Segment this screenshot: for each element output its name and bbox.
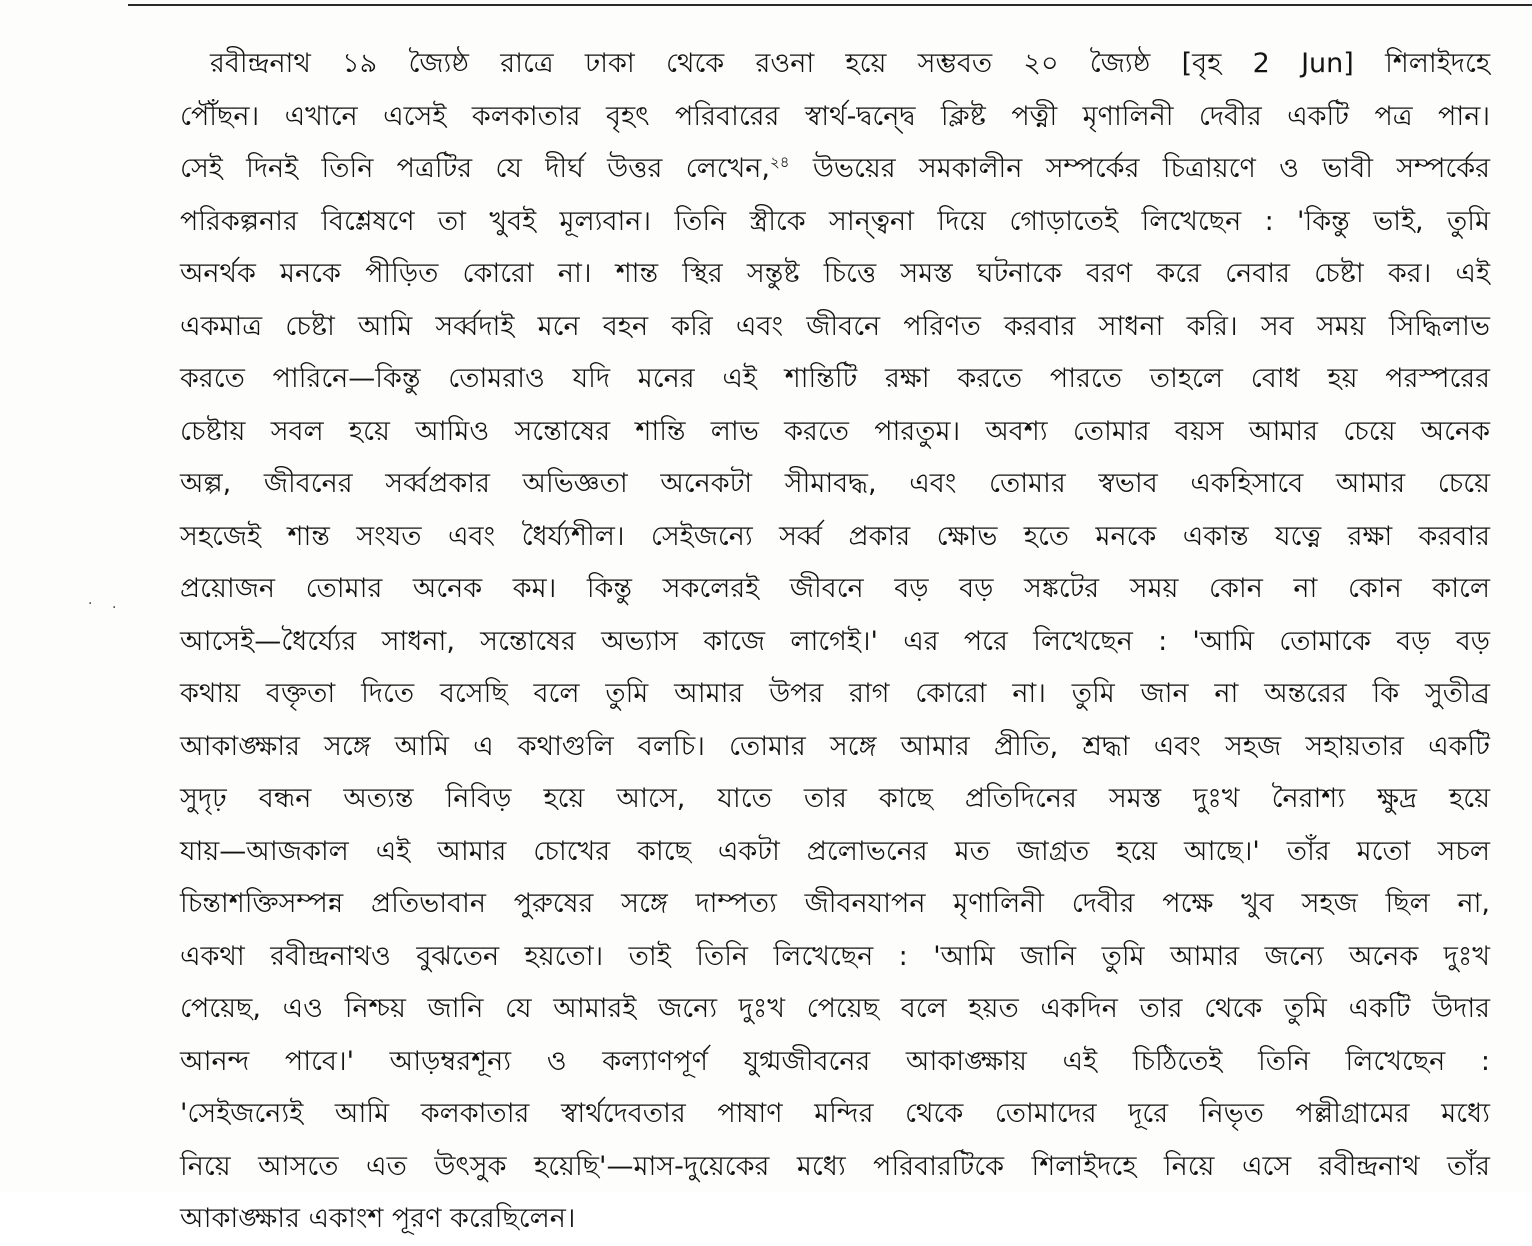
- text-line: অল্প, জীবনের সর্ব্বপ্রকার অভিজ্ঞতা অনেকটা সীমাবদ্ধ, এবং তোমার স্বভাব একহিসাবে আমার চেয়ে: [180, 468, 1490, 499]
- text-line: চিন্তাশক্তিসম্পন্ন প্রতিভাবান পুরুষের সঙ্গে দাম্পত্য জীবনযাপন মৃণালিনী দেবীর পক্ষে খুব সহজ ছিল না,: [180, 888, 1490, 919]
- text-line: কথায় বক্তৃতা দিতে বসেছি বলে তুমি আমার উপর রাগ কোরো না। তুমি জান না অন্তরের কি সুতীব্র: [180, 678, 1490, 709]
- text-line: পৌঁছন। এখানে এসেই কলকাতার বৃহৎ পরিবারের স্বার্থ-দ্বন্দ্বে ক্লিষ্ট পত্নী মৃণালিনী দেবীর একটি পত্র পান।: [180, 100, 1490, 132]
- text-line: 'সেইজন্যেই আমি কলকাতার স্বার্থদেবতার পাষাণ মন্দির থেকে তোমাদের দূরে নিভৃত পল্লীগ্রামের মধ্যে: [180, 1098, 1490, 1129]
- text-line: নিয়ে আসতে এত উৎসুক হয়েছি'—মাস-দুয়েকের মধ্যে পরিবারটিকে শিলাইদহে নিয়ে এসে রবীন্দ্রনাথ তাঁর: [180, 1150, 1490, 1182]
- footnote-marker[interactable]: ২৪: [770, 153, 790, 171]
- text-line: আকাঙ্ক্ষার একাংশ পূরণ করেছিলেন।: [180, 1203, 576, 1234]
- paragraph: [180, 38, 1490, 1246]
- text-line: আকাঙ্ক্ষার সঙ্গে আমি এ কথাগুলি বলচি। তোমার সঙ্গে আমার প্রীতি, শ্রদ্ধা এবং সহজ সহায়তার একটি: [180, 730, 1490, 762]
- text-line: করতে পারিনে—কিন্তু তোমরাও যদি মনের এই শান্তিটি রক্ষা করতে পারতে তাহলে বোধ হয় পরস্পরের: [180, 363, 1490, 394]
- text-line: একমাত্র চেষ্টা আমি সর্ব্বদাই মনে বহন করি এবং জীবনে পরিণত করবার সাধনা করি। সব সময় সিদ্ধিলাভ: [180, 310, 1490, 342]
- text-line: সহজেই শান্ত সংযত এবং ধৈর্য্যশীল। সেইজন্যে সর্ব্ব প্রকার ক্ষোভ হতে মনকে একান্ত যত্নে রক্ষা করবার: [180, 520, 1490, 552]
- text-line: আনন্দ পাবে।' আড়ম্বরশূন্য ও কল্যাণপূর্ণ যুগ্মজীবনের আকাঙ্ক্ষায় এই চিঠিতেই তিনি লিখেছেন :: [180, 1045, 1490, 1077]
- text-line: একথা রবীন্দ্রনাথও বুঝতেন হয়তো। তাই তিনি লিখেছেন : 'আমি জানি তুমি আমার জন্যে অনেক দুঃখ: [180, 940, 1490, 972]
- text-line: রবীন্দ্রনাথ ১৯ জ্যৈষ্ঠ রাত্রে ঢাকা থেকে রওনা হয়ে সম্ভবত ২০ জ্যৈষ্ঠ [বৃহ 2 Jun] শিলাইদহে: [210, 48, 1490, 79]
- text-line: সুদৃঢ় বন্ধন অত্যন্ত নিবিড় হয়ে আসে, যাতে তার কাছে প্রতিদিনের সমস্ত দুঃখ নৈরাশ্য ক্ষুদ্র হয়ে: [180, 783, 1490, 814]
- text-line: যায়—আজকাল এই আমার চোখের কাছে একটা প্রলোভনের মত জাগ্রত হয়ে আছে।' তাঁর মতো সচল: [180, 835, 1490, 867]
- text-line: পরিকল্পনার বিশ্লেষণে তা খুবই মূল্যবান। তিনি স্ত্রীকে সান্ত্বনা দিয়ে গোড়াতেই লিখেছেন : 'কিন্তু ভাই, তুমি: [180, 205, 1490, 237]
- text-span: উভয়ের সমকালীন সম্পর্কের চিত্রায়ণে ও ভাবী সম্পর্কের: [789, 153, 1490, 184]
- text-span: সেই দিনই তিনি পত্রটির যে দীর্ঘ উত্তর লেখেন,: [180, 153, 771, 184]
- top-rule: [128, 4, 1532, 6]
- text-line: চেষ্টায় সবল হয়ে আমিও সন্তোষের শান্তি লাভ করতে পারতুম। অবশ্য তোমার বয়স আমার চেয়ে অনেক: [180, 415, 1490, 447]
- scan-speck: ·: [88, 596, 93, 612]
- text-line: পেয়েছ, এও নিশ্চয় জানি যে আমারই জন্যে দুঃখ পেয়েছ বলে হয়ত একদিন তার থেকে তুমি একটি উদার: [180, 993, 1490, 1024]
- text-line: প্রয়োজন তোমার অনেক কম। কিন্তু সকলেরই জীবনে বড় বড় সঙ্কটের সময় কোন না কোন কালে: [180, 573, 1490, 604]
- text-line: অনর্থক মনকে পীড়িত কোরো না। শান্ত স্থির সন্তুষ্ট চিত্তে সমস্ত ঘটনাকে বরণ করে নেবার চেষ্টা কর। এই: [180, 258, 1490, 289]
- scan-speck: ·: [112, 600, 117, 616]
- text-line: আসেই—ধৈর্য্যের সাধনা, সন্তোষের অভ্যাস কাজে লাগেই।' এর পরে লিখেছেন : 'আমি তোমাকে বড় বড়: [180, 625, 1490, 657]
- text-line: [180, 143, 1490, 196]
